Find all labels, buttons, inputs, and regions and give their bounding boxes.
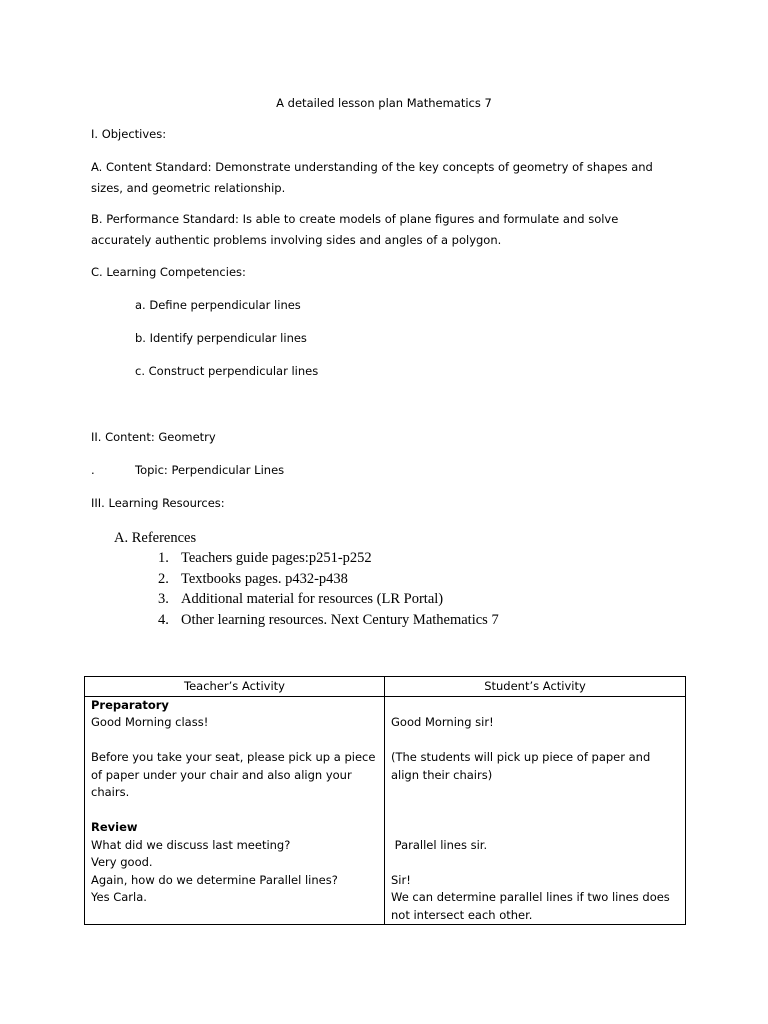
competencies-heading: C. Learning Competencies: bbox=[91, 265, 246, 279]
competency-item: a. Define perpendicular lines bbox=[135, 298, 301, 312]
reference-item: 3. Additional material for resources (LR Portal) bbox=[158, 591, 444, 607]
teacher-very-good: Very good. bbox=[91, 855, 153, 869]
student-answer-1: Parallel lines sir. bbox=[391, 837, 488, 852]
competency-item: b. Identify perpendicular lines bbox=[135, 331, 307, 345]
review-label: Review bbox=[91, 820, 138, 834]
teacher-activity-header: Teacher’s Activity bbox=[85, 677, 385, 697]
activity-table bbox=[84, 676, 686, 925]
document-title: A detailed lesson plan Mathematics 7 bbox=[276, 96, 492, 110]
reference-item: 1. Teachers guide pages:p251-p252 bbox=[158, 550, 372, 566]
reference-item: 2. Textbooks pages. p432-p438 bbox=[158, 570, 348, 587]
teacher-greeting: Good Morning class! bbox=[91, 715, 209, 729]
topic-line: Topic: Perpendicular Lines bbox=[135, 463, 285, 477]
topic-bullet: . bbox=[91, 463, 95, 477]
table-header-row bbox=[85, 677, 686, 697]
preparatory-label: Preparatory bbox=[91, 697, 169, 712]
student-sir: Sir! bbox=[391, 872, 411, 887]
performance-standard: B. Performance Standard: Is able to create models of plane figures and formulate and solve accurately authentic problems involving sides and angles of a polygon. bbox=[91, 212, 619, 247]
student-activity-cell bbox=[385, 696, 686, 925]
student-action: (The students will pick up piece of paper and align their chairs) bbox=[391, 750, 651, 782]
content-heading: II. Content: Geometry bbox=[91, 430, 216, 444]
teacher-activity-cell bbox=[85, 696, 385, 925]
teacher-instruction: Before you take your seat, please pick up a piece of paper under your chair and also align your chairs. bbox=[91, 750, 376, 799]
teacher-question-1: What did we discuss last meeting? bbox=[91, 837, 291, 852]
teacher-yes-carla: Yes Carla. bbox=[91, 890, 147, 904]
student-activity-header: Student’s Activity bbox=[385, 677, 686, 697]
references-label: A. References bbox=[114, 530, 197, 546]
table-row bbox=[85, 696, 686, 925]
student-greeting: Good Morning sir! bbox=[391, 715, 494, 729]
content-standard: A. Content Standard: Demonstrate understanding of the key concepts of geometry of shapes and sizes, and geometric relationship. bbox=[91, 160, 653, 195]
teacher-question-2: Again, how do we determine Parallel lines? bbox=[91, 872, 338, 887]
student-answer-2: We can determine parallel lines if two lines does not intersect each other. bbox=[391, 890, 670, 922]
references-list bbox=[158, 548, 499, 630]
reference-item: 4. Other learning resources. Next Century Mathematics 7 bbox=[158, 611, 499, 628]
resources-heading: III. Learning Resources: bbox=[91, 496, 225, 510]
competency-item: c. Construct perpendicular lines bbox=[135, 364, 319, 378]
objectives-heading: I. Objectives: bbox=[91, 127, 167, 141]
